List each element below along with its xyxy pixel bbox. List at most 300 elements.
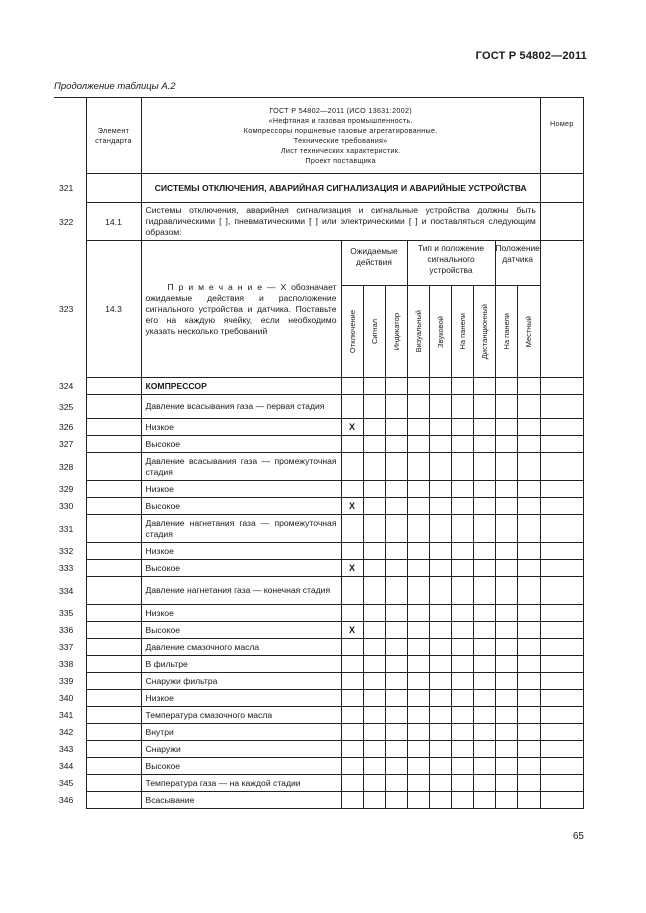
empty-cell	[385, 690, 407, 707]
empty-cell	[495, 515, 518, 543]
number-cell	[540, 577, 583, 605]
empty-cell	[407, 792, 429, 809]
number-cell	[540, 560, 583, 577]
row-number: 336	[59, 625, 74, 635]
empty-cell	[518, 498, 541, 515]
empty-cell	[495, 741, 518, 758]
mark-cell	[341, 673, 363, 690]
empty-cell	[429, 481, 451, 498]
empty-cell	[385, 515, 407, 543]
number-cell	[540, 453, 583, 481]
empty-cell	[363, 605, 385, 622]
empty-cell	[407, 605, 429, 622]
row-text: В фильтре	[141, 656, 341, 673]
row-text: Высокое	[141, 436, 341, 453]
empty-cell	[385, 792, 407, 809]
empty-cell	[473, 419, 495, 436]
empty-cell	[363, 792, 385, 809]
mark-cell	[341, 724, 363, 741]
number-cell	[540, 758, 583, 775]
empty-cell	[451, 560, 473, 577]
number-cell	[540, 481, 583, 498]
empty-cell	[407, 724, 429, 741]
row-text: Снаружи	[141, 741, 341, 758]
empty-cell	[518, 605, 541, 622]
empty-cell	[495, 378, 518, 395]
subcol-label: Визуальный	[413, 310, 423, 353]
empty-cell	[429, 758, 451, 775]
empty-cell	[451, 707, 473, 724]
number-cell	[540, 639, 583, 656]
empty-cell	[385, 775, 407, 792]
empty-cell	[451, 775, 473, 792]
mark-cell	[341, 543, 363, 560]
row-text: Снаружи фильтра	[141, 673, 341, 690]
empty-cell	[407, 515, 429, 543]
number-cell	[540, 690, 583, 707]
spec-table	[54, 97, 584, 809]
number-cell	[540, 436, 583, 453]
empty-cell	[429, 378, 451, 395]
empty-cell	[518, 707, 541, 724]
empty-cell	[429, 515, 451, 543]
empty-cell	[518, 453, 541, 481]
mark-cell	[341, 639, 363, 656]
empty-cell	[473, 560, 495, 577]
empty-cell	[407, 378, 429, 395]
mark-cell	[341, 515, 363, 543]
element-ref: 14.3	[86, 241, 141, 378]
empty-cell	[429, 419, 451, 436]
empty-cell	[363, 395, 385, 419]
mark-cell	[341, 395, 363, 419]
empty-cell	[363, 419, 385, 436]
document-standard-header: ГОСТ Р 54802—2011	[475, 50, 587, 62]
empty-cell	[429, 577, 451, 605]
doc-title-line: «Нефтяная и газовая промышленность.	[268, 115, 413, 125]
row-number: 325	[59, 401, 74, 412]
row-number: 333	[59, 563, 74, 573]
empty-cell	[429, 543, 451, 560]
empty-cell	[495, 395, 518, 419]
mark-cell	[341, 758, 363, 775]
number-cell	[540, 378, 583, 395]
doc-title-line: Технические требования»	[293, 135, 388, 145]
empty-cell	[385, 605, 407, 622]
empty-cell	[473, 436, 495, 453]
empty-cell	[473, 724, 495, 741]
empty-cell	[473, 515, 495, 543]
empty-cell	[407, 758, 429, 775]
empty-cell	[429, 792, 451, 809]
row-number: 342	[59, 727, 74, 737]
row-number: 338	[59, 659, 74, 669]
empty-cell	[407, 707, 429, 724]
empty-cell	[451, 419, 473, 436]
empty-cell	[495, 481, 518, 498]
mark-cell	[341, 792, 363, 809]
doc-title-line: Компрессоры поршневые газовые агрегатированные.	[243, 125, 438, 135]
row-number: 332	[59, 546, 74, 556]
number-cell	[540, 605, 583, 622]
row-text: Высокое	[141, 560, 341, 577]
number-cell	[540, 707, 583, 724]
empty-cell	[473, 775, 495, 792]
col-element-header: Элемент стандарта	[86, 98, 141, 174]
row-number: 323	[59, 304, 74, 314]
empty-cell	[451, 758, 473, 775]
empty-cell	[451, 378, 473, 395]
table-row	[54, 741, 583, 758]
empty-cell	[451, 498, 473, 515]
empty-cell	[407, 741, 429, 758]
empty-cell	[407, 543, 429, 560]
empty-cell	[385, 741, 407, 758]
number-cell	[540, 741, 583, 758]
empty-cell	[407, 560, 429, 577]
empty-cell	[473, 378, 495, 395]
empty-cell	[451, 639, 473, 656]
doc-title-line: ГОСТ Р 54802—2011 (ИСО 13631:2002)	[269, 105, 412, 115]
empty-cell	[451, 690, 473, 707]
empty-cell	[451, 792, 473, 809]
empty-cell	[451, 656, 473, 673]
empty-cell	[495, 436, 518, 453]
empty-cell	[451, 741, 473, 758]
empty-cell	[363, 481, 385, 498]
empty-cell	[363, 656, 385, 673]
empty-cell	[518, 419, 541, 436]
empty-cell	[473, 453, 495, 481]
number-cell	[540, 395, 583, 419]
empty-cell	[473, 690, 495, 707]
mark-cell	[341, 605, 363, 622]
table-row	[54, 758, 583, 775]
empty-cell	[407, 639, 429, 656]
table-row	[54, 436, 583, 453]
empty-cell	[363, 543, 385, 560]
group-alarm-type: Тип и положение сигнального устройства	[407, 241, 495, 286]
empty-cell	[518, 656, 541, 673]
row-text: Давление смазочного масла	[141, 639, 341, 656]
group-expected-actions: Ожидаемые действия	[341, 241, 407, 286]
empty-cell	[473, 707, 495, 724]
empty-cell	[451, 605, 473, 622]
row-number: 343	[59, 744, 74, 754]
empty-cell	[451, 515, 473, 543]
empty-cell	[495, 453, 518, 481]
empty-cell	[473, 481, 495, 498]
empty-cell	[429, 673, 451, 690]
empty-cell	[451, 436, 473, 453]
note-text: обозначает ожидаемые действия и расположение сигнального устройства и датчика. Поставьте его на каждую ячейку, если необходимо указать несколько требований	[145, 281, 337, 336]
empty-cell	[363, 758, 385, 775]
number-cell	[540, 515, 583, 543]
row-number: 340	[59, 693, 74, 703]
empty-cell	[451, 481, 473, 498]
empty-cell	[495, 690, 518, 707]
empty-cell	[429, 605, 451, 622]
row-number: 330	[59, 501, 74, 511]
empty-cell	[363, 639, 385, 656]
number-cell	[540, 419, 583, 436]
empty-cell	[385, 395, 407, 419]
empty-cell	[363, 498, 385, 515]
empty-cell	[495, 707, 518, 724]
empty-cell	[451, 543, 473, 560]
document-title-block	[141, 98, 540, 174]
empty-cell	[518, 395, 541, 419]
row-text: Системы отключения, аварийная сигнализация и сигнальные устройства должны быть гидравлическими [ ], пневматическими [ ] или электрическими [ ] и поставляться следующим образом:	[141, 203, 540, 241]
row-number: 322	[59, 216, 74, 227]
row-text: Всасывание	[141, 792, 341, 809]
element-ref: 14.1	[86, 203, 141, 241]
empty-cell	[429, 775, 451, 792]
note-cell	[141, 241, 341, 378]
table-row	[54, 395, 583, 419]
empty-cell	[495, 419, 518, 436]
row-number: 334	[59, 585, 74, 596]
empty-cell	[429, 560, 451, 577]
empty-cell	[473, 577, 495, 605]
empty-cell	[518, 481, 541, 498]
empty-cell	[407, 453, 429, 481]
row-text: Температура смазочного масла	[141, 707, 341, 724]
empty-cell	[363, 577, 385, 605]
subcol-label: Сигнал	[369, 318, 379, 345]
row-number: 341	[59, 710, 74, 720]
mark-cell: X	[341, 419, 363, 436]
empty-cell	[495, 775, 518, 792]
page-number: 65	[572, 831, 584, 842]
empty-cell	[518, 741, 541, 758]
empty-cell	[495, 673, 518, 690]
table-row	[54, 543, 583, 560]
mark-cell	[341, 707, 363, 724]
row-number: 345	[59, 778, 74, 788]
empty-cell	[518, 577, 541, 605]
empty-cell	[429, 741, 451, 758]
empty-cell	[495, 792, 518, 809]
empty-cell	[473, 758, 495, 775]
empty-cell	[429, 498, 451, 515]
empty-cell	[451, 673, 473, 690]
empty-cell	[407, 775, 429, 792]
empty-cell	[429, 395, 451, 419]
table-row	[54, 656, 583, 673]
empty-cell	[518, 690, 541, 707]
empty-cell	[518, 639, 541, 656]
empty-cell	[518, 560, 541, 577]
table-row	[54, 622, 583, 639]
row-text: Давление всасывания газа — промежуточная стадия	[141, 453, 341, 481]
col-number-header: Номер	[540, 98, 583, 174]
row-number: 344	[59, 761, 74, 771]
row-number: 328	[59, 461, 74, 472]
row-text: Внутри	[141, 724, 341, 741]
table-row	[54, 707, 583, 724]
empty-cell	[451, 577, 473, 605]
empty-cell	[518, 543, 541, 560]
subcol-label: На панели	[457, 313, 467, 350]
empty-cell	[473, 741, 495, 758]
mark-cell	[341, 690, 363, 707]
empty-cell	[385, 758, 407, 775]
empty-cell	[407, 690, 429, 707]
empty-cell	[407, 577, 429, 605]
empty-cell	[473, 792, 495, 809]
empty-cell	[518, 724, 541, 741]
empty-cell	[429, 436, 451, 453]
table-row	[54, 775, 583, 792]
subcol-label: Индикатор	[391, 312, 401, 351]
empty-cell	[518, 792, 541, 809]
mark-cell	[341, 577, 363, 605]
empty-cell	[385, 724, 407, 741]
mark-cell	[341, 656, 363, 673]
table-row	[54, 724, 583, 741]
table-row	[54, 792, 583, 809]
row-number: 321	[59, 183, 74, 193]
table-row	[54, 605, 583, 622]
row-text: Давление нагнетания газа — промежуточная стадия	[141, 515, 341, 543]
empty-cell	[363, 707, 385, 724]
empty-cell	[495, 498, 518, 515]
table-row	[54, 639, 583, 656]
empty-cell	[407, 498, 429, 515]
empty-cell	[473, 656, 495, 673]
empty-cell	[495, 605, 518, 622]
empty-cell	[407, 419, 429, 436]
row-text: Давление нагнетания газа — конечная стадия	[141, 577, 341, 605]
empty-cell	[495, 543, 518, 560]
empty-cell	[429, 622, 451, 639]
number-cell	[540, 622, 583, 639]
empty-cell	[518, 378, 541, 395]
empty-cell	[473, 498, 495, 515]
table-row	[54, 453, 583, 481]
subcol-label: Отключение	[347, 309, 357, 354]
mark-cell	[341, 775, 363, 792]
empty-cell	[385, 656, 407, 673]
mark-cell	[341, 741, 363, 758]
empty-cell	[473, 605, 495, 622]
empty-cell	[473, 673, 495, 690]
empty-cell	[473, 622, 495, 639]
subcol-label: Звуковой	[435, 315, 445, 348]
empty-cell	[385, 498, 407, 515]
empty-cell	[385, 543, 407, 560]
empty-cell	[495, 724, 518, 741]
subcol-label: На панели	[501, 313, 511, 350]
doc-title-line: Лист технических характеристик.	[280, 145, 401, 155]
number-cell	[540, 656, 583, 673]
empty-cell	[385, 419, 407, 436]
empty-cell	[495, 622, 518, 639]
empty-cell	[385, 560, 407, 577]
empty-cell	[385, 622, 407, 639]
mark-cell	[341, 436, 363, 453]
empty-cell	[451, 724, 473, 741]
empty-cell	[518, 622, 541, 639]
empty-cell	[363, 724, 385, 741]
empty-cell	[518, 758, 541, 775]
mark-cell: X	[341, 560, 363, 577]
empty-cell	[518, 436, 541, 453]
empty-cell	[495, 639, 518, 656]
empty-cell	[407, 436, 429, 453]
table-row	[54, 577, 583, 605]
empty-cell	[429, 453, 451, 481]
empty-cell	[495, 560, 518, 577]
mark-cell: X	[341, 622, 363, 639]
section-heading: СИСТЕМЫ ОТКЛЮЧЕНИЯ, АВАРИЙНАЯ СИГНАЛИЗАЦИЯ И АВАРИЙНЫЕ УСТРОЙСТВА	[141, 174, 540, 203]
row-text: Высокое	[141, 622, 341, 639]
empty-cell	[363, 775, 385, 792]
empty-cell	[429, 724, 451, 741]
mark-cell: X	[341, 498, 363, 515]
number-cell	[540, 543, 583, 560]
empty-cell	[363, 378, 385, 395]
table-row	[54, 673, 583, 690]
empty-cell	[495, 577, 518, 605]
table-row	[54, 498, 583, 515]
number-cell	[540, 792, 583, 809]
empty-cell	[385, 453, 407, 481]
empty-cell	[407, 673, 429, 690]
empty-cell	[407, 481, 429, 498]
row-text: Низкое	[141, 543, 341, 560]
empty-cell	[451, 453, 473, 481]
mark-cell	[341, 378, 363, 395]
table-row	[54, 560, 583, 577]
empty-cell	[363, 741, 385, 758]
number-cell	[540, 673, 583, 690]
table-row	[54, 481, 583, 498]
row-text: Низкое	[141, 419, 341, 436]
empty-cell	[429, 656, 451, 673]
group-sensor-position: Положение датчика	[495, 241, 540, 286]
row-text: Высокое	[141, 758, 341, 775]
number-cell	[540, 775, 583, 792]
empty-cell	[473, 639, 495, 656]
table-row	[54, 515, 583, 543]
table-row	[54, 690, 583, 707]
mark-cell	[341, 453, 363, 481]
note-label: П р и м е ч а н и е — X	[167, 281, 287, 292]
empty-cell	[473, 395, 495, 419]
row-text: Низкое	[141, 481, 341, 498]
empty-cell	[363, 515, 385, 543]
empty-cell	[385, 436, 407, 453]
row-text: Низкое	[141, 690, 341, 707]
empty-cell	[385, 481, 407, 498]
empty-cell	[451, 395, 473, 419]
row-text: Температура газа — на каждой стадии	[141, 775, 341, 792]
row-number: 326	[59, 422, 74, 432]
empty-cell	[385, 639, 407, 656]
mark-cell	[341, 481, 363, 498]
empty-cell	[518, 775, 541, 792]
empty-cell	[473, 543, 495, 560]
table-row	[54, 378, 583, 395]
empty-cell	[385, 707, 407, 724]
empty-cell	[363, 560, 385, 577]
empty-cell	[363, 436, 385, 453]
doc-title-line: Проект поставщика	[305, 155, 376, 165]
row-number: 324	[59, 381, 74, 391]
empty-cell	[518, 673, 541, 690]
